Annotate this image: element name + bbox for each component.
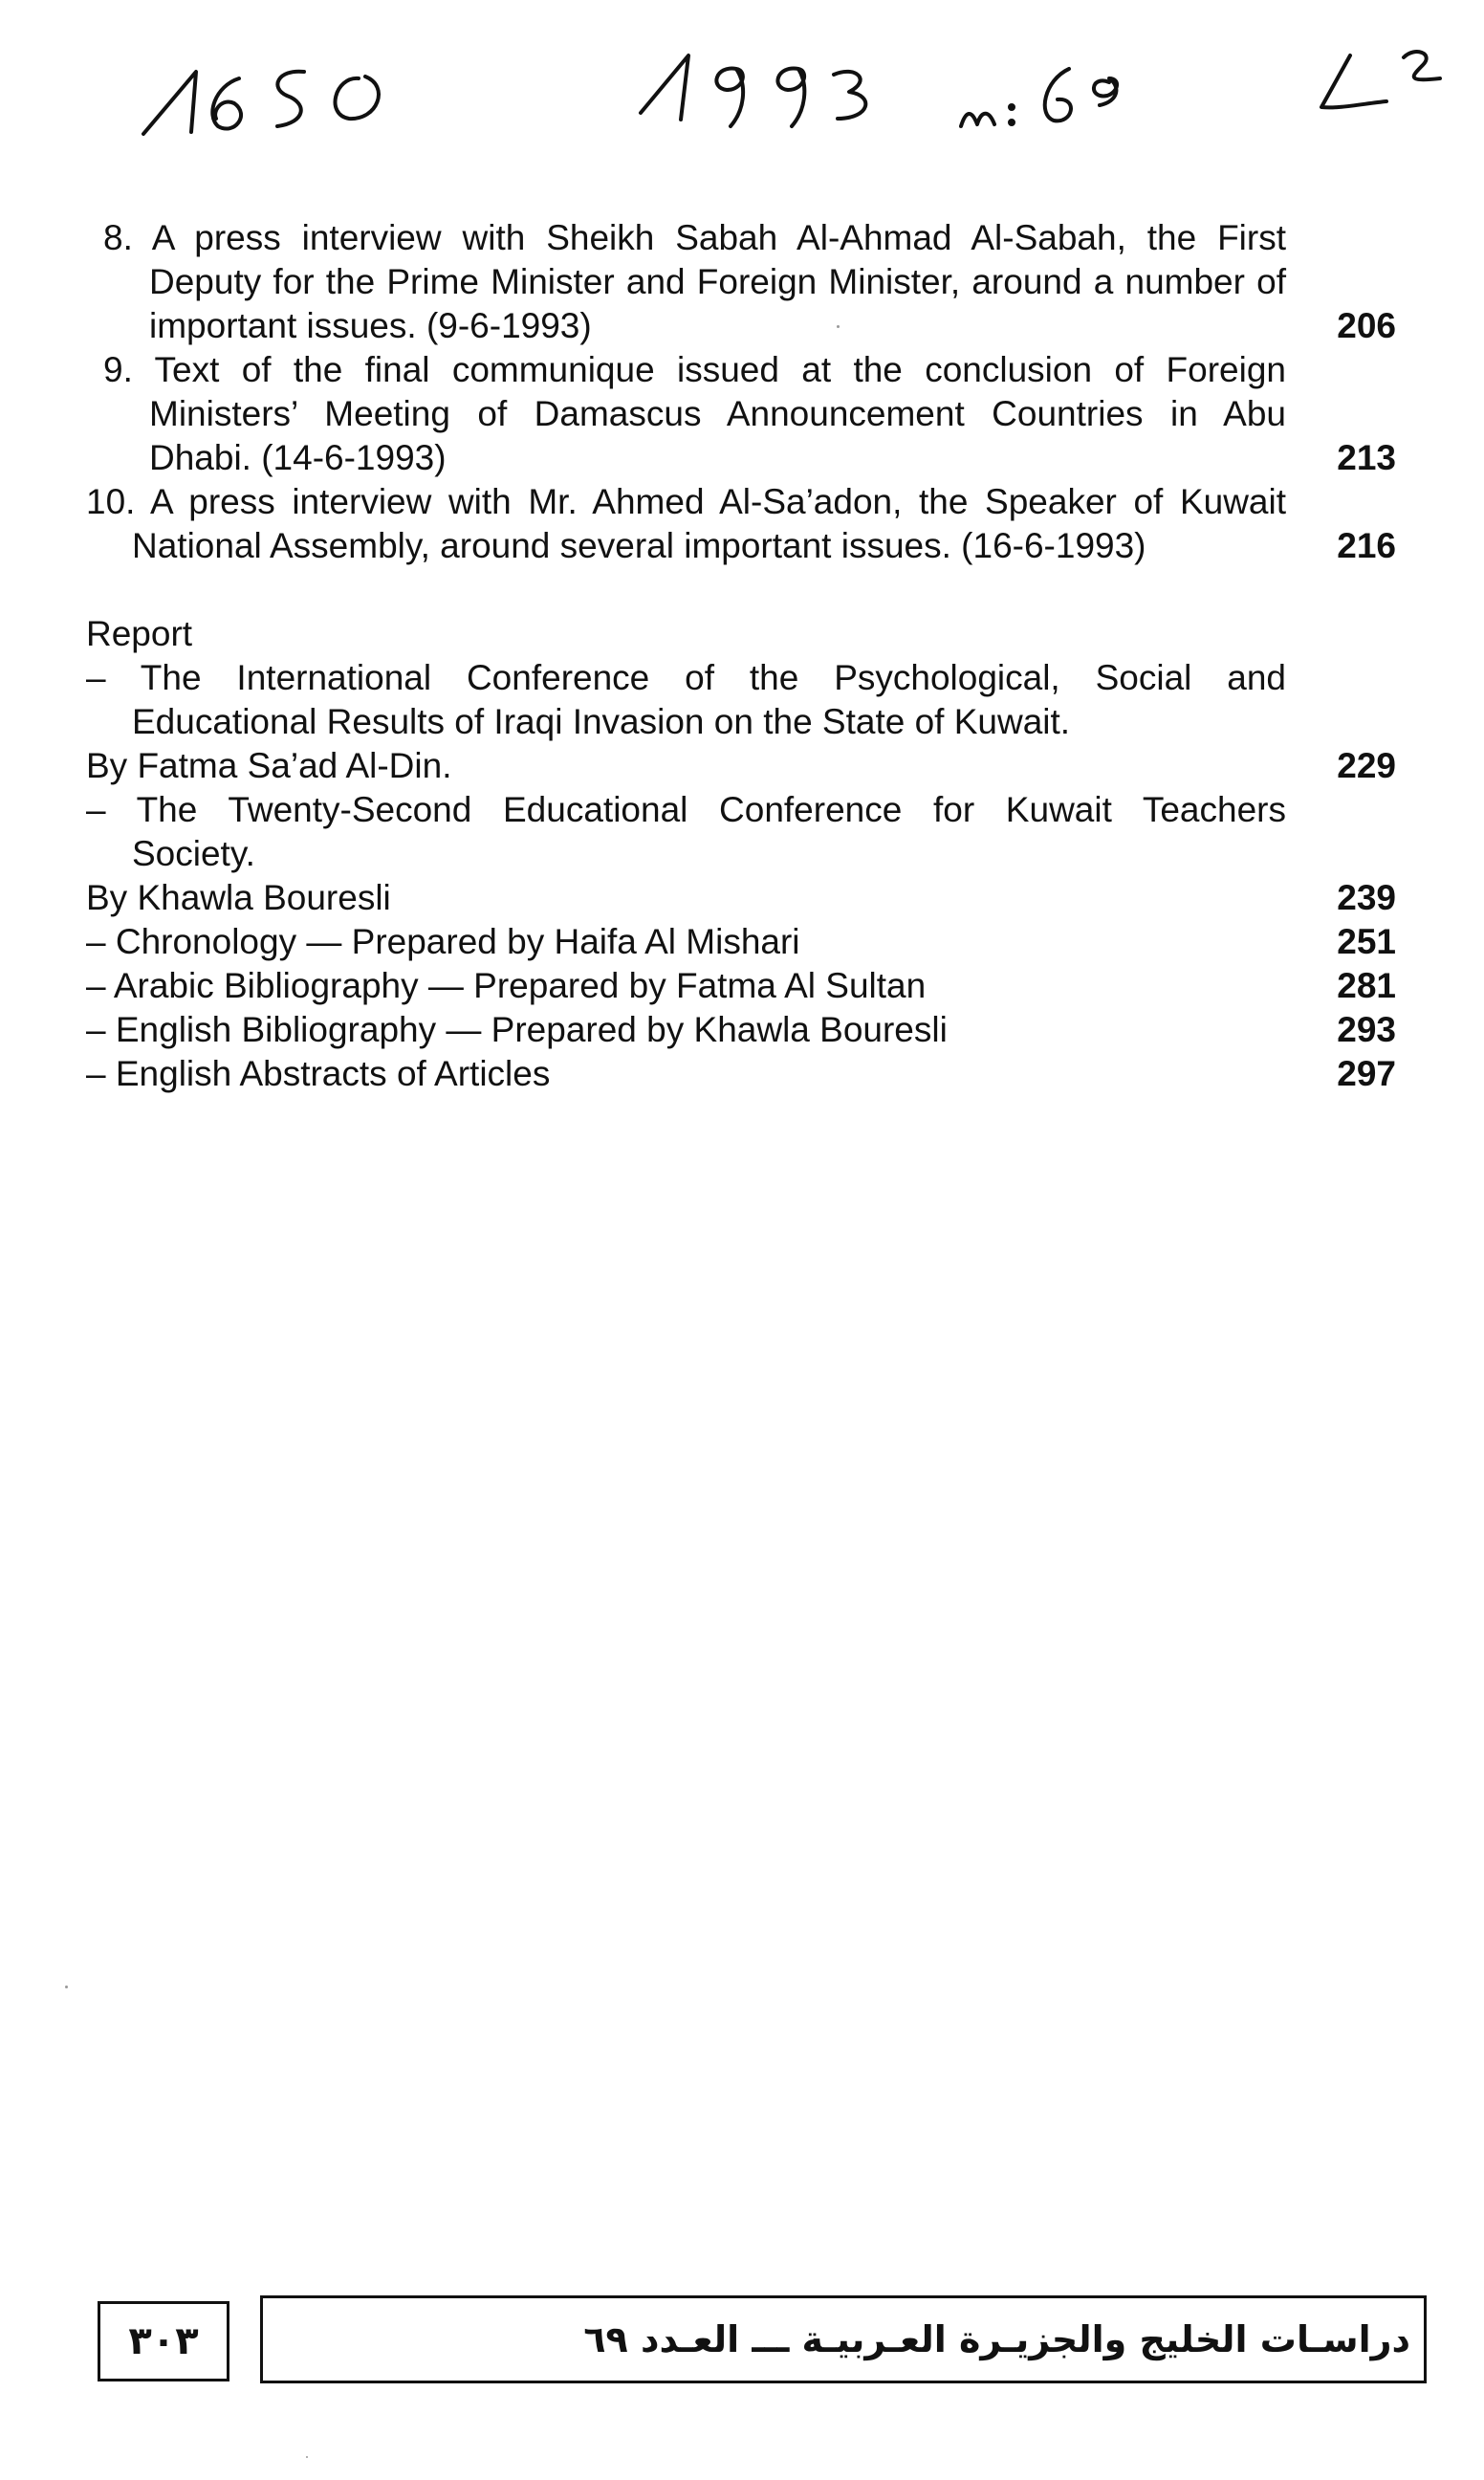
toc-item-10 xyxy=(86,480,1396,568)
toc-item-10-line-2: National Assembly, around several important issues. (16-6-1993) xyxy=(132,526,1146,565)
table-of-contents xyxy=(86,216,1396,1096)
handwritten-issue xyxy=(961,69,1117,126)
report-conf1-author: By Fatma Sa’ad Al-Din. xyxy=(86,746,452,785)
toc-item-10-page: 216 xyxy=(1337,526,1396,565)
page-number: ٣٠٣ xyxy=(128,2319,199,2363)
journal-title: دراسـات الخليج والجزيـرة العـربيـة ـــ العـدد ٦٩ xyxy=(583,2318,1410,2360)
report-conf2-page: 239 xyxy=(1337,878,1396,917)
report-heading: Report xyxy=(86,614,193,653)
toc-item-8-line-1: 8. A press interview with Sheikh Sabah Al-Ahmad Al-Sabah, the First xyxy=(103,218,1286,257)
report-conf2-author: By Khawla Bouresli xyxy=(86,878,391,917)
report-conf1-line-2: Educational Results of Iraqi Invasion on the State of Kuwait. xyxy=(132,702,1071,741)
toc-item-9 xyxy=(103,348,1396,480)
handwritten-1993 xyxy=(641,55,865,126)
report-conf2-line-2: Society. xyxy=(132,834,255,873)
page-number-box xyxy=(98,2301,229,2381)
toc-item-9-line-1: 9. Text of the final communique issued at the conclusion of Foreign xyxy=(103,350,1286,389)
english-abstracts-page: 297 xyxy=(1337,1054,1396,1093)
toc-item-10-line-1: 10. A press interview with Mr. Ahmed Al-Sa’adon, the Speaker of Kuwait xyxy=(86,482,1286,521)
journal-title-box xyxy=(260,2295,1427,2383)
scan-speck xyxy=(65,1986,68,1988)
english-abstracts-entry: – English Abstracts of Articles xyxy=(86,1054,551,1093)
scan-speck xyxy=(837,325,840,328)
chronology-entry: – Chronology — Prepared by Haifa Al Mishari xyxy=(86,922,800,961)
english-bibliography-entry: – English Bibliography — Prepared by Khawla Bouresli xyxy=(86,1010,948,1049)
scan-speck xyxy=(306,2456,308,2458)
report-section xyxy=(86,612,1396,1096)
toc-item-8-line-2: Deputy for the Prime Minister and Foreign Minister, around a number of xyxy=(149,262,1286,301)
toc-item-8-page: 206 xyxy=(1337,306,1396,345)
toc-item-9-line-2: Ministers’ Meeting of Damascus Announcement Countries in Abu xyxy=(149,394,1286,433)
report-conf1-page: 229 xyxy=(1337,746,1396,785)
english-bibliography-page: 293 xyxy=(1337,1010,1396,1049)
handwritten-annotations xyxy=(0,19,1484,153)
handwritten-l2 xyxy=(1321,52,1440,107)
toc-item-9-page: 213 xyxy=(1337,438,1396,477)
report-conf1-line-1: – The International Conference of the Psychological, Social and xyxy=(86,658,1286,697)
toc-item-8 xyxy=(103,216,1396,348)
report-conf2-line-1: – The Twenty-Second Educational Conference for Kuwait Teachers xyxy=(86,790,1286,829)
arabic-bibliography-page: 281 xyxy=(1337,966,1396,1005)
handwritten-1650 xyxy=(143,72,379,134)
toc-item-8-line-3: important issues. (9-6-1993) xyxy=(149,306,592,345)
page-footer xyxy=(0,2301,1484,2397)
arabic-bibliography-entry: – Arabic Bibliography — Prepared by Fatma Al Sultan xyxy=(86,966,927,1005)
chronology-page: 251 xyxy=(1337,922,1396,961)
toc-item-9-line-3: Dhabi. (14-6-1993) xyxy=(149,438,447,477)
